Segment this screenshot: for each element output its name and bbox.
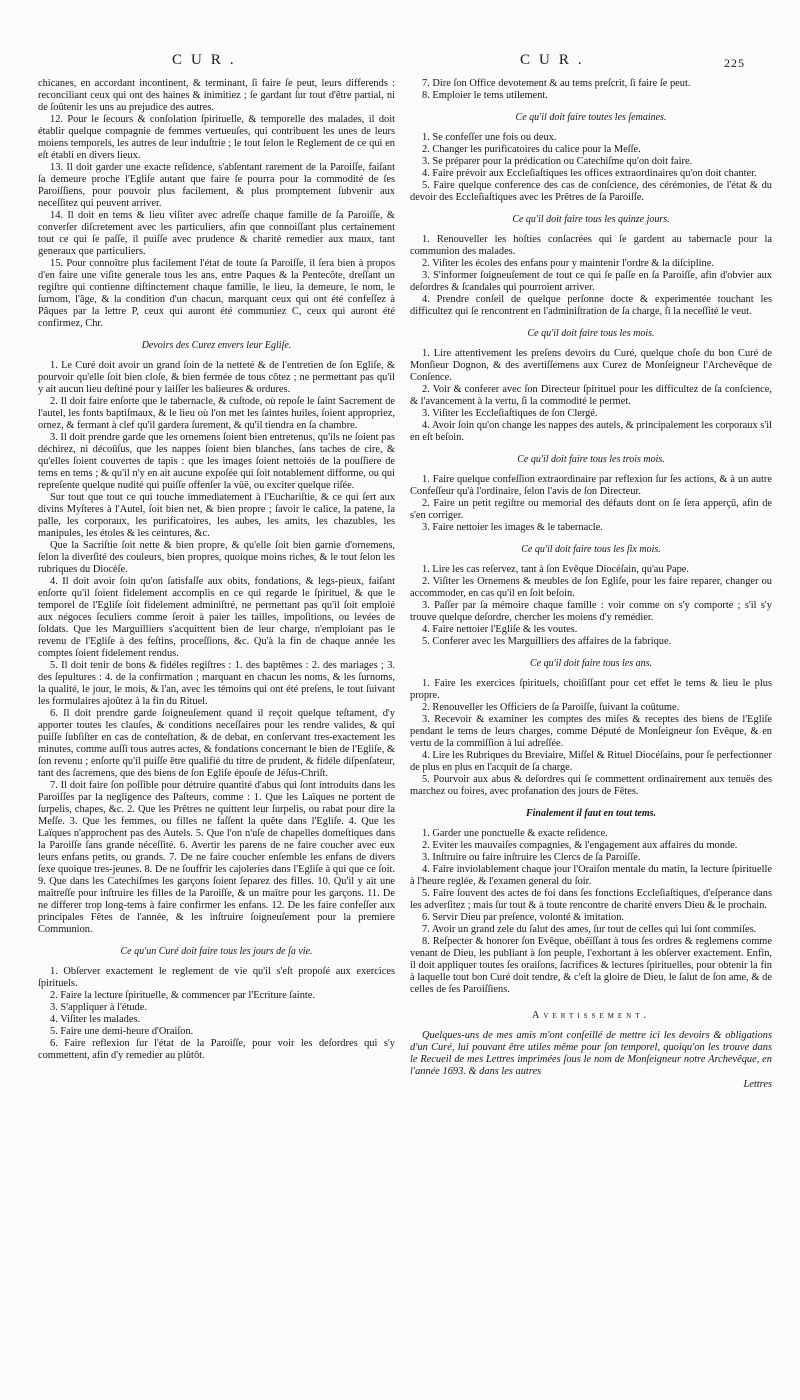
section-heading-fortnightly: Ce qu'il doit faire tous les quinze jours. (512, 214, 670, 225)
section-heading-weekly: Ce qu'il doit faire toutes les ſemaines. (515, 112, 667, 123)
running-head-right: CUR. (520, 52, 591, 68)
always-item: 7. Avoir un grand zele du ſalut des ames, ſur tout de celles qui lui ſont commiſes. (422, 924, 757, 935)
half-yearly-item: 2. Viſiter les Ornemens & meubles de ſon Egliſe, pour les faire reparer, changer ou accommoder, en cas qu'il en ſoit beſoin. (410, 576, 772, 599)
church-duty-paragraph: 4. Il doit avoir ſoin qu'on ſatisfaſſe aux obits, fondations, & legs-pieux, faiſant enſorte qu'il ſoient fidelement accomplis en ce qui regarde le ſpirituel, & que le temporel de l'Egliſe ſoit fidelement adminiſtré, ne permettant pas qu'il ſoit emploié aux négoces ſeculiers comme ſeroit à paier les tailles, impoſitions, ou levées de ſoldats. Que les Marguilliers s'acquittent bien de leur charge, n'emploiant pas le revenu de l'Egliſe à des feſtins, proceſſions, &c. Qu'à la fin de chaque année les comptes ſoient fidelement rendus. (38, 576, 395, 659)
daily-item: 8. Emploier le tems utilement. (422, 90, 548, 101)
monthly-item: 2. Voir & conferer avec ſon Directeur ſpirituel pour les difficultez de ſa conſcience, & l'avancement à la vertu, ſi la commodité le permet. (410, 384, 772, 407)
section-heading-monthly: Ce qu'il doit faire tous les mois. (527, 328, 655, 339)
yearly-item: 3. Recevoir & examiner les comptes des miſes & receptes des biens de l'Egliſe pendant le tems de leurs charges, comme Député de Monſeigneur ſon Evêque, & en vertu de la commiſſion à lui adreſſée. (410, 714, 772, 749)
weekly-item: 1. Se confeſſer une fois ou deux. (422, 132, 557, 143)
paragraph-15: 15. Pour connoître plus facilement l'état de toute ſa Paroiſſe, il ſera bien à propos d'en faire une viſite generale tous les ans, entre Paques & la Pentecôte, dreſſant un regiſtre qui contienne diſtinctement chaque famille, le lieu, la demeure, le nom, le ſurnom, l'âge, & la condition d'un chacun, marquant ceux qui ont été confeſſez à Pâques par la lettre P, ceux qui auront été communiez C, ceux qui auront été confirmez, Chr. (38, 258, 395, 329)
daily-item: 5. Faire une demi-heure d'Oraiſon. (50, 1026, 194, 1037)
daily-item: 2. Faire la lecture ſpirituelle, & commencer par l'Ecriture ſainte. (50, 990, 315, 1001)
page-number: 225 (724, 56, 745, 70)
section-heading-yearly: Ce qu'il doit faire tous les ans. (529, 658, 653, 669)
fortnightly-item: 1. Renouveller les hoſties conſacrées qui ſe gardent au tabernacle pour la communion des malades. (410, 234, 772, 257)
section-heading-half-yearly: Ce qu'il doit faire tous les ſix mois. (521, 544, 661, 555)
section-heading-quarterly: Ce qu'il doit faire tous les trois mois. (517, 454, 665, 465)
daily-item: 1. Obſerver exactement le reglement de vie qu'il s'eſt propoſé aux exercices ſpirituels. (38, 966, 395, 989)
church-duty-paragraph: 7. Il doit faire ſon poſſible pour détruire quantité d'abus qui ſont introduits dans les Paroiſſes par la negligence des Paſteurs, comme : 1. Que les Laïques ne portent de ſurpelis, chapes, &c. 2. Que les Prêtres ne quittent leur ſurpelis, ou rabat pour dire la Meſſe. 3. Que les femmes, ou filles ne faſſent la quête dans l'Egliſe. 4. Que les Laïques n'approchent pas des Autels. 5. Que l'on n'uſe de chapelles domeſtiques dans la Paroiſſe ſans grande néceſſité. 6. Avertir les parens de ne faire coucher avec eux leurs enfans petits, ou grands. 7. De ne faire coucher enſemble les enfans de divers ſexe quoique tres-jeunes. 8. De ne ſouffrir les cajoleries dans l'Egliſe à qui que ce ſoit. 9. Que dans les Catechiſmes les garçons ſoient ſeparez des filles. 10. Qu'il y ait une maîtreſſe pour inſtruire les filles de la Paroiſſe, & un maître pour les garçons. 11. De ne differer trop long-tems à faire confirmer les enfans. 12. De les faire confeſſer aux principales Fêtes de l'année, & les inſtruire ſoigneuſement pour la premiere Communion. (38, 780, 395, 935)
notice-text: Quelques-uns de mes amis m'ont conſeillé de mettre ici les devoirs & obligations d'un Curé, lui pouvant être utiles même pour ſon temporel, quoiqu'on les trouve dans le Recueil de mes Lettres imprimées ſous le nom de Monſeigneur notre Archevêque, en l'année 1693. & dans les autres (410, 1030, 772, 1077)
paragraph-12: 12. Pour le ſecours & conſolation ſpirituelle, & temporelle des malades, il doit établir quelque compagnie de femmes vertueuſes, qui contribuent les unes de leurs moiens temporels, les autres de leur induſtrie ; le tout ſelon le Reglement de ce qui en eſt établi en divers lieux. (38, 114, 395, 161)
quarterly-item: 3. Faire nettoier les images & le tabernacle. (422, 522, 603, 533)
catchword: Lettres (743, 1079, 772, 1090)
yearly-item: 4. Lire les Rubriques du Breviaire, Miſſel & Rituel Diocéſains, pour ſe perfectionner de plus en plus en l'acquit de ſa charge. (410, 750, 773, 773)
daily-item: 4. Viſiter les malades. (50, 1014, 141, 1025)
half-yearly-item: 4. Faire nettoier l'Egliſe & les voutes. (422, 624, 578, 635)
fortnightly-item: 2. Viſiter les écoles des enfans pour y maintenir l'ordre & la diſcipline. (422, 258, 714, 269)
section-heading-always: Finalement il faut en tout tems. (525, 808, 656, 819)
half-yearly-item: 3. Paſſer par ſa mémoire chaque famille : voir comme on s'y comporte ; s'il s'y trouve quelque deſordre, chercher les moiens d'y remédier. (410, 600, 772, 623)
monthly-item: 3. Viſiter les Eccleſiaſtiques de ſon Clergé. (422, 408, 598, 419)
yearly-item: 5. Pourvoir aux abus & deſordres qui ſe commettent ordinairement aux tenuës des marchez ou foires, avec profanation des jours de Fêtes. (410, 774, 772, 797)
monthly-item: 4. Avoir ſoin qu'on change les nappes des autels, & principalement les corporaux s'il en eſt beſoin. (410, 420, 772, 443)
daily-item: 7. Dire ſon Office devotement & au tems preſcrit, ſi faire ſe peut. (422, 78, 691, 89)
church-duty-paragraph: Sur tout que tout ce qui touche immediatement à l'Euchariſtie, & ce qui ſert aux divins Myſteres à l'Autel, ſoit bien net, & bien propre ; ſavoir le calice, la patene, la palle, les corporaux, les purificatoires, les aubes, les amits, les chazubles, les manipules, les étoles & les ceintures, &c. (38, 492, 395, 539)
half-yearly-item: 5. Conferer avec les Marguilliers des affaires de la fabrique. (422, 636, 672, 647)
quarterly-item: 1. Faire quelque confeſſion extraordinaire par reflexion ſur ſes actions, & à un autre Confeſſeur qu'à l'ordinaire, ſelon l'avis de ſon Directeur. (410, 474, 772, 497)
yearly-item: 1. Faire les exercices ſpirituels, choiſiſſant pour cet effet le tems & lieu le plus propre. (410, 678, 772, 701)
right-column (410, 78, 772, 1091)
always-item: 3. Inſtruire ou faire inſtruire les Clercs de ſa Paroiſſe. (422, 852, 641, 863)
church-duty-paragraph: Que la Sacriſtie ſoit nette & bien propre, & qu'elle ſoit bien garnie d'ornemens, ſelon la diverſité des couleurs, bien propres, quoique moins riches, & le tout ſelon les rubriques du Diocèſe. (38, 540, 395, 575)
paragraph-14: 14. Il doit en tems & lieu viſiter avec adreſſe chaque famille de ſa Paroiſſe, & converſer diſcretement avec les particuliers, afin que connoiſſant plus certainement tout ce qui ſe paſſe, il puiſſe avec prudence & charité remedier aux maux, tant generaux que particuliers. (38, 210, 395, 257)
weekly-item: 3. Se préparer pour la prédication ou Catechiſme qu'on doit faire. (422, 156, 693, 167)
left-column (38, 78, 395, 1062)
fortnightly-item: 4. Prendre conſeil de quelque perſonne docte & experimentée touchant les difficultez qui ſe rencontrent en l'adminiſtration de ſa charge, ſi la neceſſité le veut. (410, 294, 772, 317)
yearly-item: 2. Renouveller les Officiers de ſa Paroiſſe, ſuivant la coûtume. (422, 702, 680, 713)
fortnightly-item: 3. S'informer ſoigneuſement de tout ce qui ſe paſſe en ſa Paroiſſe, afin d'obvier aux deſordres & ſcandales qui pourroient arriver. (410, 270, 772, 293)
daily-item: 3. S'appliquer à l'étude. (50, 1002, 147, 1013)
church-duty-paragraph: 1. Le Curé doit avoir un grand ſoin de la netteté & de l'entretien de ſon Egliſe, & pourvoir qu'elle ſoit bien cloſe, & bien fermée de tous côtez ; ne permettant pas qu'il y ait aucun lieu deſtiné pour y laiſſer les balieures & ordures. (38, 360, 395, 395)
weekly-item: 2. Changer les purificatoires du calice pour la Meſſe. (422, 144, 641, 155)
quarterly-item: 2. Faire un petit regiſtre ou memorial des défauts dont on ſe ſera apperçû, afin de s'en corriger. (410, 498, 772, 521)
daily-item: 6. Faire reflexion ſur l'état de la Paroiſſe, pour voir les deſordres qui s'y commettent, afin d'y remedier au plûtôt. (38, 1038, 395, 1061)
always-item: 4. Faire inviolablement chaque jour l'Oraiſon mentale du matin, la lecture ſpirituelle à l'heure reglée, & l'examen general du ſoir. (410, 864, 772, 887)
church-duty-paragraph: 6. Il doit prendre garde ſoigneuſement quand il reçoit quelque teſtament, d'y apporter toutes les clauſes, & conditions neceſſaires pour les rendre valides, & qui puiſſe ſubſiſter en cas de conteſtation, & de debat, en conſervant tres-exactement les minutes, comme auſſi tous autres actes, & fondations concernant le bien de l'Egliſe, & ſon revenu ; enſorte qu'il puiſſe être qualifié du titre de prudent, & fidéle diſpenſateur, tant des ſacremens, que des biens de ſon Egliſe épouſe de Jéſus-Chriſt. (38, 708, 395, 779)
always-item: 1. Garder une ponctuelle & exacte reſidence. (422, 828, 608, 839)
always-item: 5. Faire ſouvent des actes de foi dans ſes fonctions Eccleſiaſtiques, d'eſperance dans les adverſitez ; mais ſur tout & à toute rencontre de charité envers Dieu & le prochain. (410, 888, 772, 911)
weekly-item: 4. Faire prévoir aux Eccleſiaſtiques les offices extraordinaires qu'on doit chanter. (422, 168, 757, 179)
weekly-item: 5. Faire quelque conference des cas de conſcience, des cérémonies, de l'état & du devoir des Eccleſiaſtiques avec les Prêtres de ſa Paroiſſe. (410, 180, 772, 203)
monthly-item: 1. Lire attentivement les preſens devoirs du Curé, quelque choſe du bon Curé de Monſieur Dognon, & des avertiſſemens aux Curez de Monſeigneur l'Archevêque de Conſence. (410, 348, 772, 383)
notice-heading: Avertissement. (531, 1010, 651, 1021)
paragraph-13: 13. Il doit garder une exacte reſidence, s'abſentant rarement de la Paroiſſe, faiſant ſa demeure proche l'Egliſe autant que faire ſe pourra pour la commodité de ſes Paroiſſiens, pour pouvoir plus facilement, & plus promptement ſubvenir aux neceſſitez qui peuvent arriver. (38, 162, 395, 209)
church-duty-paragraph: 5. Il doit tenir de bons & fidéles regiſtres : 1. des baptêmes : 2. des mariages ; 3. des ſepultures : 4. de la confirmation ; marquant en chacun les noms, & les ſurnoms, la qualité, le jour, le mois, & l'an, avec les témoins qui ont été preſens, le tout ſuivant les formulaires ajoûtez à la fin du Rituel. (38, 660, 395, 707)
church-duty-paragraph: 2. Il doit faire enſorte que le tabernacle, & cuſtode, où repoſe le ſaint Sacrement de l'autel, les fonts baptiſmaux, & le lieu où l'on met les ſaintes huiles, ſoient appropriez, ornez, & fermant à clef qu'il gardera ſurement, & qu'il tiendra en ſa chambre. (38, 396, 395, 431)
church-duty-paragraph: 3. Il doit prendre garde que les ornemens ſoient bien entretenus, qu'ils ne ſoient pas déchirez, ni décoûſus, que les nappes ſoient bien blanches, ſans taches de cire, & qu'elles ſoient couvertes de tapis : que les images ſoient nettoiés de la pouſſiere de tems en tems ; & qu'il n'y en ait aucune expoſée qui ſoit notablement difforme, ou qui repreſente quelque nudité qui puiſſe offenſer la vûë, ou exciter quelque riſée. (38, 432, 395, 491)
always-item: 8. Reſpecter & honorer ſon Evêque, obéïſſant à tous ſes ordres & reglemens comme venant de Dieu, les publiant à ſon peuple, l'exhortant à les obſerver exactement. Enfin, il doit appliquer toutes ſes oraiſons, ſacrifices & lectures ſpirituelles, pour obtenir la fin à laquelle tout bon Curé doit tendre, & c'eſt la gloire de Dieu, le ſalut de ſon ame, & de celles de ſes Paroiſſiens. (410, 936, 772, 995)
half-yearly-item: 1. Lire les cas reſervez, tant à ſon Evêque Diocéſain, qu'au Pape. (422, 564, 690, 575)
section-heading-church-duties: Devoirs des Curez envers leur Egliſe. (141, 340, 292, 351)
always-item: 6. Servir Dieu par preſence, volonté & imitation. (422, 912, 624, 923)
always-item: 2. Eviter les mauvaiſes compagnies, & l'engagement aux affaires du monde. (422, 840, 738, 851)
section-heading-daily: Ce qu'un Curé doit faire tous les jours de ſa vie. (120, 946, 313, 957)
running-head-left: CUR. (172, 52, 243, 68)
paragraph-continued: chicanes, en accordant incontinent, & terminant, ſi faire ſe peut, leurs differends : reconciliant ceux qui ont des haines & inimitiez ; ſe gardant ſur tout d'être partial, ni de ſoûtenir les uns au prejudice des autres. (38, 78, 395, 113)
